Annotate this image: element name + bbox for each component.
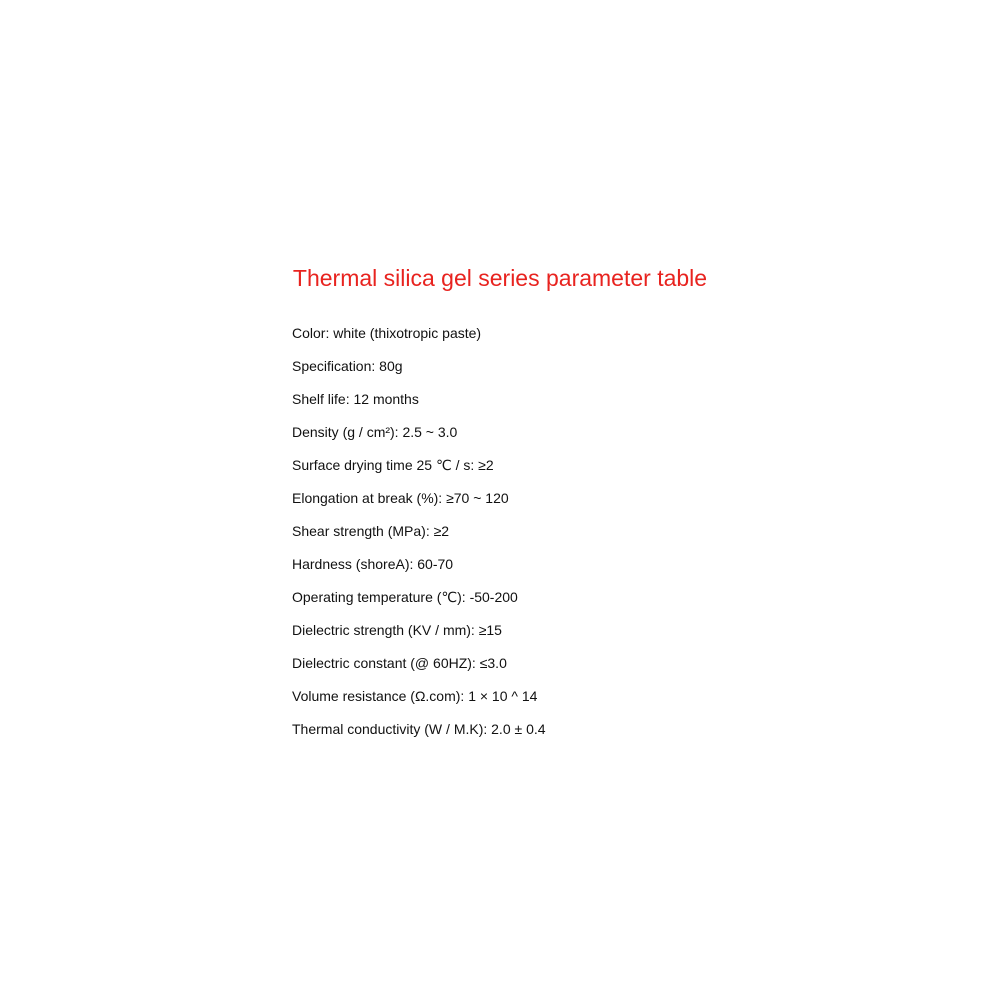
param-dielectric-strength: Dielectric strength (KV / mm): ≥15 — [292, 622, 502, 638]
param-elongation-at-break: Elongation at break (%): ≥70 ~ 120 — [292, 490, 509, 506]
param-thermal-conductivity: Thermal conductivity (W / M.K): 2.0 ± 0.4 — [292, 721, 546, 737]
param-color: Color: white (thixotropic paste) — [292, 325, 482, 341]
parameter-list — [292, 317, 546, 746]
param-operating-temperature: Operating temperature (℃): -50-200 — [292, 589, 518, 605]
param-shear-strength: Shear strength (MPa): ≥2 — [292, 523, 450, 539]
param-hardness: Hardness (shoreA): 60-70 — [292, 556, 454, 572]
param-volume-resistance: Volume resistance (Ω.com): 1 × 10 ^ 14 — [292, 688, 538, 704]
param-specification: Specification: 80g — [292, 358, 403, 374]
param-surface-drying-time: Surface drying time 25 ℃ / s: ≥2 — [292, 457, 494, 473]
param-density: Density (g / cm²): 2.5 ~ 3.0 — [292, 424, 458, 440]
param-shelf-life: Shelf life: 12 months — [292, 391, 419, 407]
page-title: Thermal silica gel series parameter table — [292, 265, 708, 291]
param-dielectric-constant: Dielectric constant (@ 60HZ): ≤3.0 — [292, 655, 507, 671]
